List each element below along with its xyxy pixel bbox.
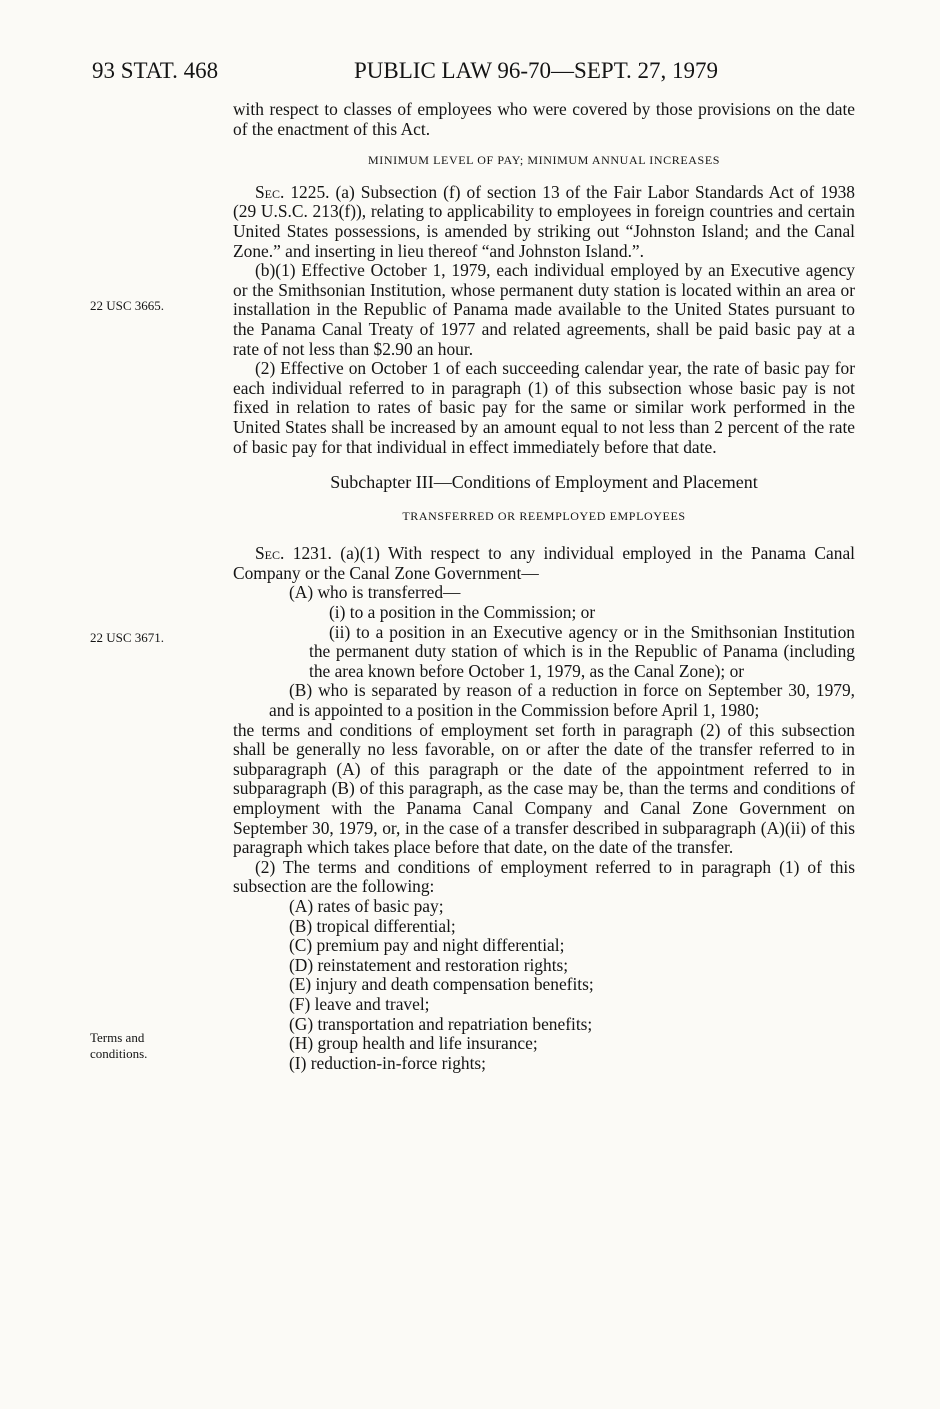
paragraph-sec-1231: [233, 544, 855, 583]
section-heading-minimum-pay: MINIMUM LEVEL OF PAY; MINIMUM ANNUAL INCREASES: [367, 153, 721, 168]
paragraph-sec-1225: [233, 183, 855, 261]
subparagraph-b: (B) who is separated by reason of a reduction in force on September 30, 1979, and is appointed to a position in the Commission before April 1, 1980;: [269, 680, 855, 721]
list-item: (I) reduction-in-force rights;: [289, 1052, 487, 1073]
main-text-column: [233, 100, 855, 1073]
clause-a-ii: (ii) to a position in an Executive agency or in the Smithsonian Institution the permanent duty station of which is in the Republic of Panama (including the area known before October 1, 1979, as the Canal Zone); or: [309, 621, 855, 681]
subchapter-title: Subchapter III—Conditions of Employment and Placement: [330, 472, 758, 493]
list-item: (F) leave and travel;: [289, 993, 430, 1014]
clause-a-i: (i) to a position in the Commission; or: [329, 602, 596, 623]
margin-note-terms-and-conditions: [90, 1030, 210, 1062]
list-item: (B) tropical differential;: [289, 915, 456, 936]
paragraph-text: 1225. (a) Subsection (f) of section 13 of the Fair Labor Standards Act of 1938 (29 U.S.C. 213(f)), relating to applicability to employees in foreign countries and certain United States possessions, is amended by striking out “Johnston Island; and the Canal Zone.” and inserting in lieu thereof “and Johnston Island.”.: [233, 181, 855, 261]
sec-label: Sec.: [255, 543, 285, 564]
list-item: (H) group health and life insurance;: [289, 1033, 538, 1054]
subparagraph-a: (A) who is transferred—: [289, 582, 461, 603]
stat-page-number: 93 STAT. 468: [92, 58, 219, 83]
list-item: (C) premium pay and night differential;: [289, 935, 565, 956]
paragraph-continuation: with respect to classes of employees who were covered by those provisions on the date of the enactment of this Act.: [233, 99, 855, 139]
list-item: (D) reinstatement and restoration rights;: [289, 954, 569, 975]
list-item: (A) rates of basic pay;: [289, 895, 444, 916]
sec-label: Sec.: [255, 181, 285, 202]
section-heading-transferred: TRANSFERRED OR REEMPLOYED EMPLOYEES: [402, 508, 686, 523]
paragraph-b-1: (b)(1) Effective October 1, 1979, each individual employed by an Executive agency or the Smithsonian Institution, whose permanent duty station is located within an area or installation in the Republic of Panama made available to the United States pursuant to the Panama Canal Treaty of 1977 and related agreements, shall be paid basic pay at a rate of not less than $2.90 an hour.: [233, 260, 855, 359]
margin-note-line: Terms and: [90, 1030, 145, 1045]
terms-list: [233, 897, 855, 1073]
margin-note-22-usc-3665: 22 USC 3665.: [90, 298, 165, 313]
paragraph-b-2: (2) Effective on October 1 of each succeeding calendar year, the rate of basic pay for each individual referred to in paragraph (1) of this subsection whose basic pay is not fixed in relation to rates of basic pay for the same or similar work performed in the United States shall be increased by an amount equal to not less than 2 percent of the rate of basic pay for that individual in effect immediately before that date.: [233, 358, 855, 457]
paragraph-terms: the terms and conditions of employment set forth in paragraph (2) of this subsection shall be generally no less favorable, on or after the date of the transfer referred to in subparagraph (A) of this paragraph or the date of the appointment referred to in subparagraph (B) of this paragraph, as the case may be, than the terms and conditions of employment with the Panama Canal Company and Canal Zone Government on September 30, 1979, or, in the case of a transfer described in subparagraph (A)(ii) of this paragraph which takes place before that date, on the date of the transfer.: [233, 719, 855, 858]
paragraph-text: 1231. (a)(1) With respect to any individual employed in the Panama Canal Company or the Canal Zone Government—: [233, 543, 855, 583]
margin-note-line: conditions.: [90, 1046, 148, 1061]
margin-note-22-usc-3671: 22 USC 3671.: [90, 630, 165, 645]
paragraph-2-terms: (2) The terms and conditions of employment referred to in paragraph (1) of this subsection are the following:: [233, 856, 855, 897]
list-item: (G) transportation and repatriation benefits;: [289, 1013, 593, 1034]
running-head: PUBLIC LAW 96-70—SEPT. 27, 1979: [354, 58, 719, 83]
list-item: (E) injury and death compensation benefits;: [289, 974, 594, 995]
page-header: [92, 56, 832, 86]
